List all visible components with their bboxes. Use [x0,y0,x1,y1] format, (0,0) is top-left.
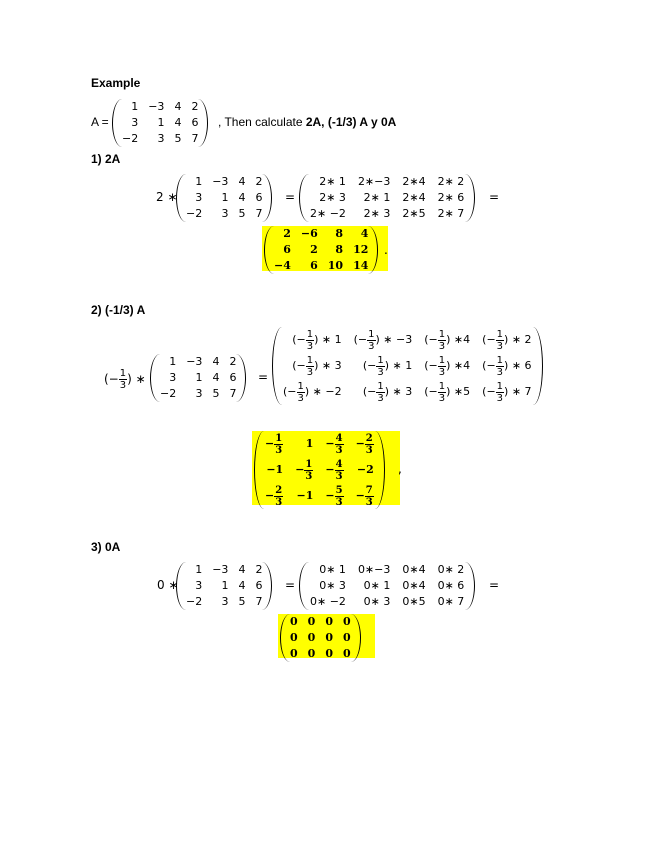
fraction-numerator: 1 [275,432,283,444]
matrix-cell: −2 [186,595,203,608]
fraction [304,459,313,482]
fraction [438,329,446,352]
matrix-cell: 7 [255,207,263,220]
multiplicand: ∗ 3 [318,359,342,372]
matrix-cell: 0∗4 [402,563,426,576]
section2-scalar-prefix: (− [104,372,119,386]
multiplicand: ∗ −3 [379,333,413,346]
matrix-cell: 0∗ 2 [437,563,465,576]
fraction-denominator: 3 [438,366,446,378]
section3-result-matrix [280,614,361,662]
matrix-cell: 0∗−3 [357,563,391,576]
matrix-cell: 2 [191,100,199,113]
fraction-numerator: 1 [306,354,314,366]
fraction-numerator: 1 [438,328,446,340]
fraction-sign: − [355,489,365,502]
fraction-numerator: 1 [438,354,446,366]
matrix-cell: 0 [307,631,316,644]
matrix-cell [476,327,537,353]
section2-matrix-a [150,354,246,402]
matrix-cell: 5 [238,207,246,220]
matrix-cell: 2∗−3 [357,175,391,188]
matrix-cell: 0∗ −2 [310,595,346,608]
fraction-sign: − [265,437,275,450]
matrix-cell: 2∗4 [402,175,426,188]
matrix-cell: 4 [212,355,220,368]
section1-scalar: 2 ∗ [156,190,178,204]
fraction-denominator: 3 [377,366,384,378]
matrix-cell: −4 [274,259,291,272]
fraction-numerator: 1 [438,380,446,392]
fraction [297,381,305,404]
matrix-cell: 1 [157,116,165,129]
fraction-denominator: 3 [365,444,373,456]
matrix-cell: 6 [229,371,237,384]
paren-close: ) [314,359,319,372]
matrix-cell: −3 [148,100,165,113]
matrix-cell [277,353,348,379]
fraction-numerator: 1 [297,380,304,392]
section1-result-matrix [264,226,378,274]
fraction-denominator: 3 [335,470,343,482]
matrix-cell: 2∗5 [402,207,426,220]
matrix-cell: 0 [325,615,333,628]
section2-scalar-suffix: ) ∗ [127,372,146,386]
matrix-cell [348,327,419,353]
fraction-numerator: 1 [496,380,504,392]
fraction-denominator: 3 [306,366,314,378]
paren-close: ) [314,333,319,346]
matrix-cell: 5 [238,595,246,608]
fraction-sign: − [325,489,335,502]
matrix-cell: 1 [169,355,177,368]
fraction [365,485,374,508]
matrix-cell: 0 [325,647,333,660]
matrix-cell: 3 [221,595,229,608]
scalar-prefix: (− [482,333,496,346]
matrix-cell: 8 [335,243,344,256]
matrix-cell: 4 [238,563,246,576]
intro-text [218,115,396,129]
matrix-cell: 0 [325,631,333,644]
matrix-cell [277,327,348,353]
matrix-cell: 4 [212,371,220,384]
matrix-cell: 3 [157,132,165,145]
scalar-prefix: (− [424,385,438,398]
multiplicand: ∗ 6 [508,359,532,372]
scalar-prefix: (− [362,385,377,398]
paren-close: ) [446,359,451,372]
matrix-cell: 1 [195,175,203,188]
matrix-cell: 0 [290,615,298,628]
matrix-cell [350,483,380,509]
matrix-cell: −2 [160,387,177,400]
matrix-cell: 1 [131,100,139,113]
section3-expanded-matrix [299,562,475,610]
matrix-cell: 1 [195,371,203,384]
section1-equals: = [285,190,296,204]
fraction [376,355,384,378]
matrix-cell: 6 [283,243,291,256]
fraction [496,381,504,404]
matrix-cell: 4 [174,100,182,113]
fraction-numerator: 2 [275,484,283,496]
matrix-cell: 1 [221,191,229,204]
section1-expanded-matrix [299,174,475,222]
matrix-cell: 0∗ 6 [437,579,465,592]
matrix-cell: 2 [255,563,263,576]
multiplicand: ∗ 1 [318,333,342,346]
matrix-cell: 8 [335,227,344,240]
a-label: A = [91,115,109,129]
matrix-cell: 6 [255,579,263,592]
section2-trailing: , [398,462,402,476]
matrix-cell: 0∗ 3 [319,579,346,592]
multiplicand: ∗ 2 [508,333,532,346]
matrix-cell [319,483,349,509]
fraction-numerator: 2 [365,432,373,444]
fraction [496,355,504,378]
matrix-cell: 0 [342,631,351,644]
section3-matrix-a [176,562,272,610]
fraction-numerator: 1 [377,380,384,392]
scalar-prefix: (− [482,359,496,372]
matrix-cell: 4 [238,579,246,592]
fraction-denominator: 3 [335,444,343,456]
fraction-numerator: 1 [305,458,313,470]
matrix-cell: −6 [300,227,318,240]
section2-scalar-fraction [119,368,127,391]
matrix-cell: 2 [255,175,263,188]
matrix-cell [348,353,419,379]
matrix-cell [350,431,380,457]
paren-close: ) [384,385,390,398]
fraction-numerator: 4 [335,458,343,470]
matrix-cell: 7 [255,595,263,608]
matrix-cell [289,457,319,483]
fraction [376,381,384,404]
matrix-cell: 1 [305,437,314,450]
fraction-denominator: 3 [365,496,373,508]
matrix-cell: 1 [221,579,229,592]
section2-heading: 2) (-1/3) A [91,303,146,317]
matrix-cell: 2∗4 [402,191,426,204]
paren-close: ) [504,359,509,372]
matrix-cell: 0 [342,647,351,660]
matrix-cell: 6 [255,191,263,204]
matrix-cell: −3 [212,175,229,188]
matrix-cell [418,353,476,379]
section3-scalar: 0 ∗ [157,578,179,592]
multiplicand: ∗4 [450,359,471,372]
matrix-cell: 0∗ 1 [363,579,391,592]
matrix-cell: 4 [360,227,369,240]
matrix-cell: 2 [310,243,318,256]
paren-close: ) [304,385,310,398]
section3-equals: = [285,578,296,592]
fraction-numerator: 1 [496,354,504,366]
matrix-cell: 7 [229,387,237,400]
matrix-cell: 0 [342,615,351,628]
multiplicand: ∗ −2 [309,385,342,398]
intro-plain: , Then calculate [218,115,306,129]
fraction-denominator: 3 [438,392,446,404]
fraction-numerator: 5 [335,484,343,496]
section2-equals: = [258,370,269,384]
scalar-prefix: (− [292,359,306,372]
matrix-cell [319,457,349,483]
matrix-cell: 0∗ 1 [319,563,346,576]
fraction-sign: − [325,463,335,476]
matrix-cell: 2∗ 1 [319,175,346,188]
fraction-sign: − [295,463,305,476]
fraction-denominator: 3 [496,340,504,352]
paren-close: ) [504,333,509,346]
fraction-numerator: 1 [377,354,384,366]
matrix-cell: −1 [266,463,284,476]
scalar-prefix: (− [362,359,377,372]
matrix-cell [476,353,537,379]
matrix-cell [418,379,476,405]
matrix-cell: −3 [212,563,229,576]
fraction-numerator: 1 [306,328,314,340]
matrix-cell: 1 [195,563,203,576]
matrix-cell [348,379,419,405]
fraction-denominator: 3 [496,366,504,378]
section2-scalar [104,368,146,391]
paren-close: ) [446,333,451,346]
matrix-cell: 7 [191,132,199,145]
multiplicand: ∗5 [450,385,471,398]
matrix-cell: 2∗ 3 [319,191,346,204]
scalar-prefix: (− [283,385,297,398]
scalar-prefix: (− [424,333,438,346]
matrix-cell: 3 [169,371,177,384]
fraction-denominator: 3 [297,392,304,404]
fraction-denominator: 3 [438,340,446,352]
matrix-cell: 2∗ 3 [363,207,391,220]
matrix-a-intro [112,99,208,147]
matrix-cell: 2∗ 1 [363,191,391,204]
paren-close: ) [375,333,380,346]
matrix-cell [277,379,348,405]
matrix-cell: 2∗ −2 [310,207,346,220]
matrix-cell: 3 [131,116,139,129]
section1-trailing: . [384,243,388,257]
matrix-cell: 0 [307,615,316,628]
matrix-cell: 2∗ 7 [437,207,465,220]
matrix-cell: 0∗ 7 [437,595,465,608]
fraction [367,329,375,352]
fraction-sign: − [355,437,365,450]
fraction-numerator: 4 [335,432,343,444]
fraction [438,355,446,378]
matrix-cell: 0 [290,647,298,660]
intro-bold: 2A, (-1/3) A y 0A [305,115,397,129]
matrix-cell: 6 [191,116,199,129]
matrix-cell: 6 [310,259,318,272]
matrix-cell: 14 [353,259,369,272]
matrix-cell: −2 [122,132,139,145]
fraction [496,329,504,352]
matrix-cell: 0∗4 [402,579,426,592]
multiplicand: ∗ 1 [389,359,413,372]
fraction [274,433,283,456]
fraction [365,433,374,456]
section2-result-matrix [254,431,385,509]
matrix-cell: 2∗ 2 [437,175,465,188]
paren-close: ) [446,385,451,398]
fraction-denominator: 3 [305,470,313,482]
matrix-cell [319,431,349,457]
matrix-cell [418,327,476,353]
matrix-cell: 2 [283,227,291,240]
matrix-cell: 2∗ 6 [437,191,465,204]
fraction-sign: − [325,437,335,450]
fraction [306,329,314,352]
matrix-cell: 3 [195,191,203,204]
fraction [306,355,314,378]
fraction-numerator: 1 [119,368,127,379]
fraction-sign: − [265,489,275,502]
fraction-denominator: 3 [368,340,375,352]
matrix-cell: 4 [238,175,246,188]
fraction [335,433,344,456]
matrix-cell: −2 [356,463,374,476]
matrix-cell: 4 [238,191,246,204]
section1-heading: 1) 2A [91,152,121,166]
scalar-prefix: (− [353,333,368,346]
multiplicand: ∗ 3 [389,385,413,398]
fraction [438,381,446,404]
matrix-cell: 0∗5 [402,595,426,608]
section3-heading: 3) 0A [91,540,121,554]
fraction-numerator: 1 [368,328,375,340]
multiplicand: ∗ 7 [508,385,532,398]
matrix-cell: 3 [221,207,229,220]
matrix-cell: 0∗ 3 [363,595,391,608]
matrix-cell: −1 [296,489,314,502]
fraction-denominator: 3 [496,392,504,404]
paren-close: ) [504,385,509,398]
fraction [335,485,344,508]
matrix-cell: 5 [212,387,220,400]
fraction [335,459,344,482]
scalar-prefix: (− [482,385,496,398]
matrix-cell: 0 [290,631,298,644]
example-heading: Example [91,76,141,90]
matrix-cell: 12 [353,243,369,256]
fraction-denominator: 3 [119,380,127,391]
fraction-denominator: 3 [306,340,314,352]
matrix-cell: 0 [307,647,316,660]
paren-close: ) [384,359,390,372]
matrix-cell: −2 [186,207,203,220]
matrix-cell: 10 [327,259,344,272]
fraction-denominator: 3 [275,496,283,508]
matrix-cell: −3 [186,355,203,368]
fraction-denominator: 3 [335,496,343,508]
fraction [274,485,283,508]
fraction-numerator: 7 [365,484,373,496]
matrix-cell [476,379,537,405]
matrix-cell [259,483,289,509]
fraction-denominator: 3 [377,392,384,404]
fraction-numerator: 1 [496,328,504,340]
fraction-denominator: 3 [275,444,283,456]
section1-equals-2: = [489,190,500,204]
section1-matrix-a [176,174,272,222]
matrix-cell: 3 [195,579,203,592]
multiplicand: ∗4 [450,333,471,346]
section3-equals-2: = [489,578,500,592]
section2-expanded-matrix [272,327,543,405]
scalar-prefix: (− [424,359,438,372]
matrix-cell [259,431,289,457]
matrix-cell: 2 [229,355,237,368]
matrix-cell: 5 [174,132,182,145]
scalar-prefix: (− [292,333,306,346]
matrix-cell: 4 [174,116,182,129]
matrix-cell: 3 [195,387,203,400]
